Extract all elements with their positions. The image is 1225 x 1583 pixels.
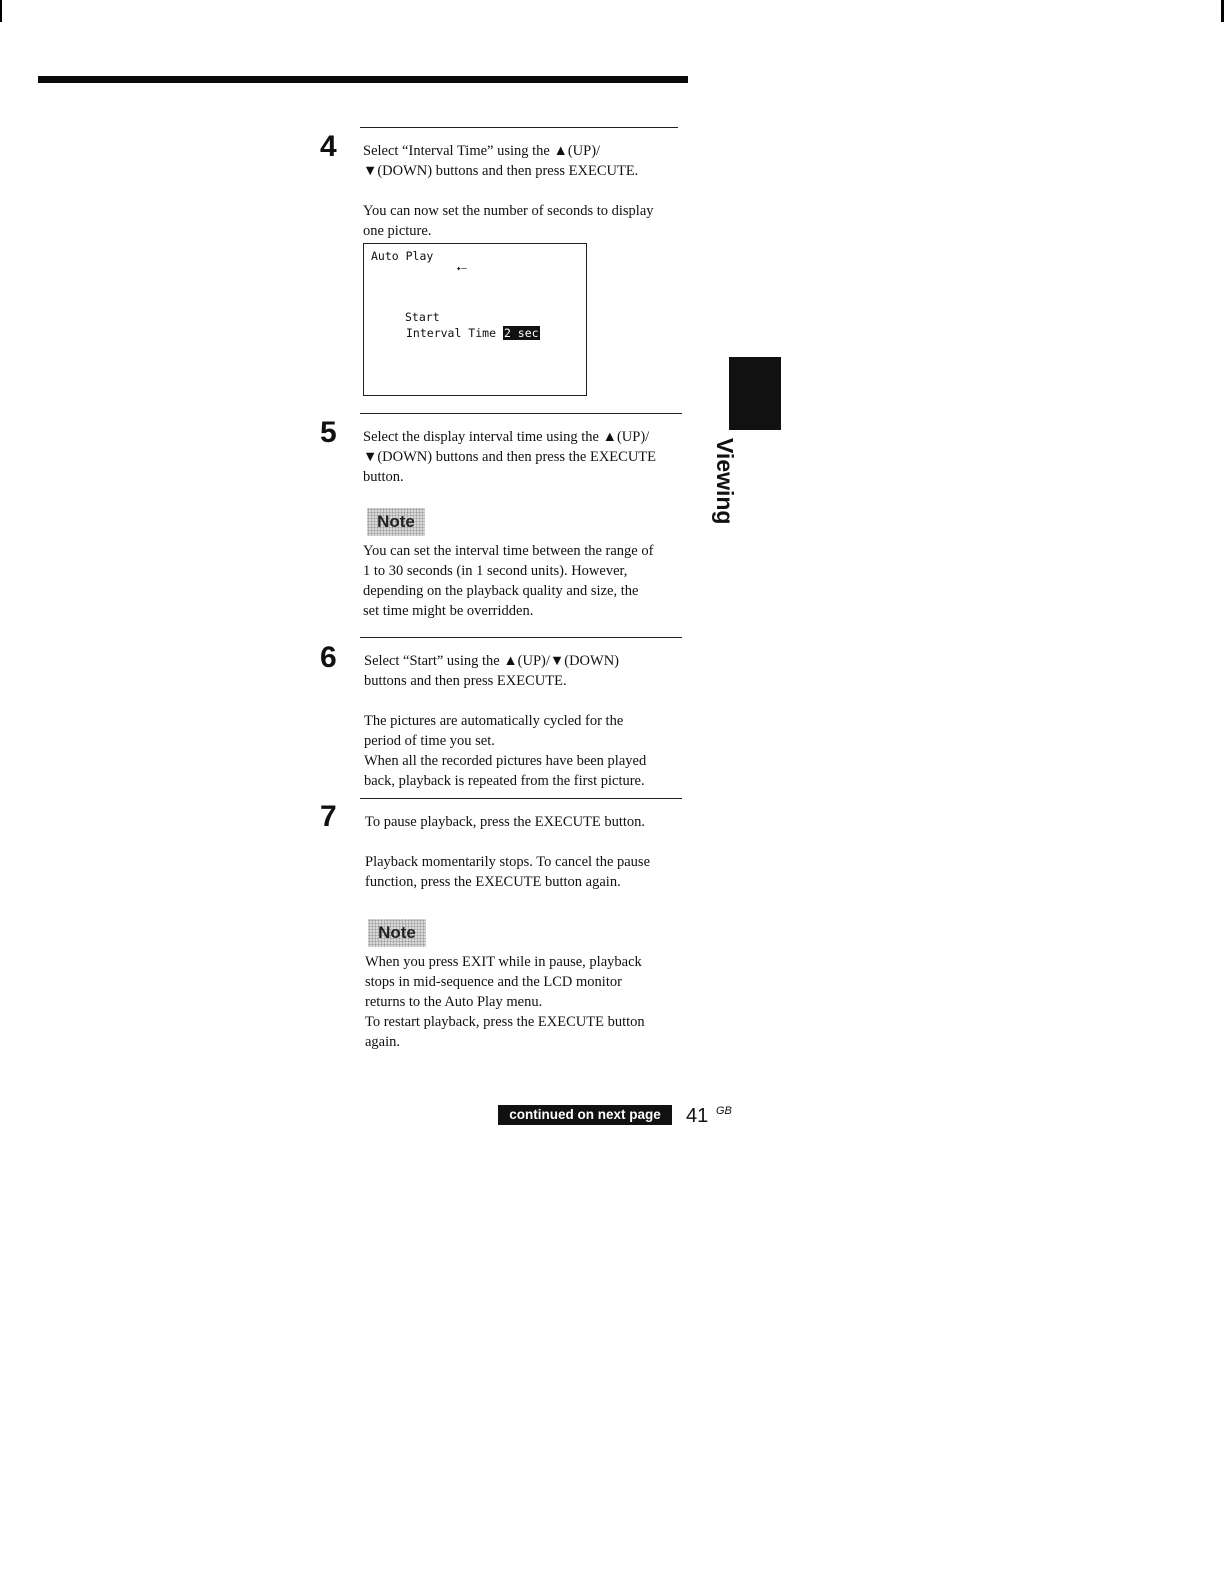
continued-on-next-page-label: continued on next page [498,1105,672,1125]
step-detail: Playback momentarily stops. To cancel the pause function, press the EXECUTE button again. [365,854,651,890]
page-number: 41 [686,1105,709,1127]
screen-interval-label: Interval Time [406,326,497,340]
header-rule [38,76,688,83]
note-text: When you press EXIT while in pause, playback stops in mid-sequence and the LCD monitor returns to the Auto Play menu. To restart playback, press the EXECUTE button again. [365,954,645,1050]
step-instruction: To pause playback, press the EXECUTE button. [365,814,646,830]
step-divider [360,127,678,128]
step-divider [360,413,682,414]
step-detail: You can now set the number of seconds to display one picture. [363,203,654,239]
crop-mark-right [1221,0,1224,22]
step-divider [360,637,682,638]
section-tab-label: Viewing [712,438,738,525]
note-text: You can set the interval time between the range of 1 to 30 seconds (in 1 second units). However, depending on the playback quality and size, the set time might be overridden. [363,543,654,619]
step-number: 5 [320,416,337,449]
crop-mark-left [0,0,2,22]
step-instruction: Select “Interval Time” using the ▲(UP)/ ▼(DOWN) buttons and then press EXECUTE. [363,143,639,179]
section-tab-marker [729,357,781,430]
step-number: 4 [320,130,337,163]
step-divider [360,798,682,799]
cursor-marker-icon: ✦— [456,264,467,274]
screen-menu-start: Start [405,310,440,324]
screen-menu-interval [406,326,540,340]
note-label: Note [368,919,426,947]
step-number: 7 [320,800,337,833]
page-language-suffix: GB [716,1105,732,1117]
lcd-screen-preview [363,243,587,396]
screen-interval-value: 2 sec [503,326,539,340]
step-detail: The pictures are automatically cycled for the period of time you set. When all the recorded pictures have been played back, playback is repeated from the first picture. [364,713,647,789]
step-instruction: Select the display interval time using the ▲(UP)/ ▼(DOWN) buttons and then press the EXECUTE button. [363,429,657,485]
screen-title: Auto Play [371,249,434,263]
note-label: Note [367,508,425,536]
step-number: 6 [320,641,337,674]
step-instruction: Select “Start” using the ▲(UP)/▼(DOWN) buttons and then press EXECUTE. [364,653,620,689]
